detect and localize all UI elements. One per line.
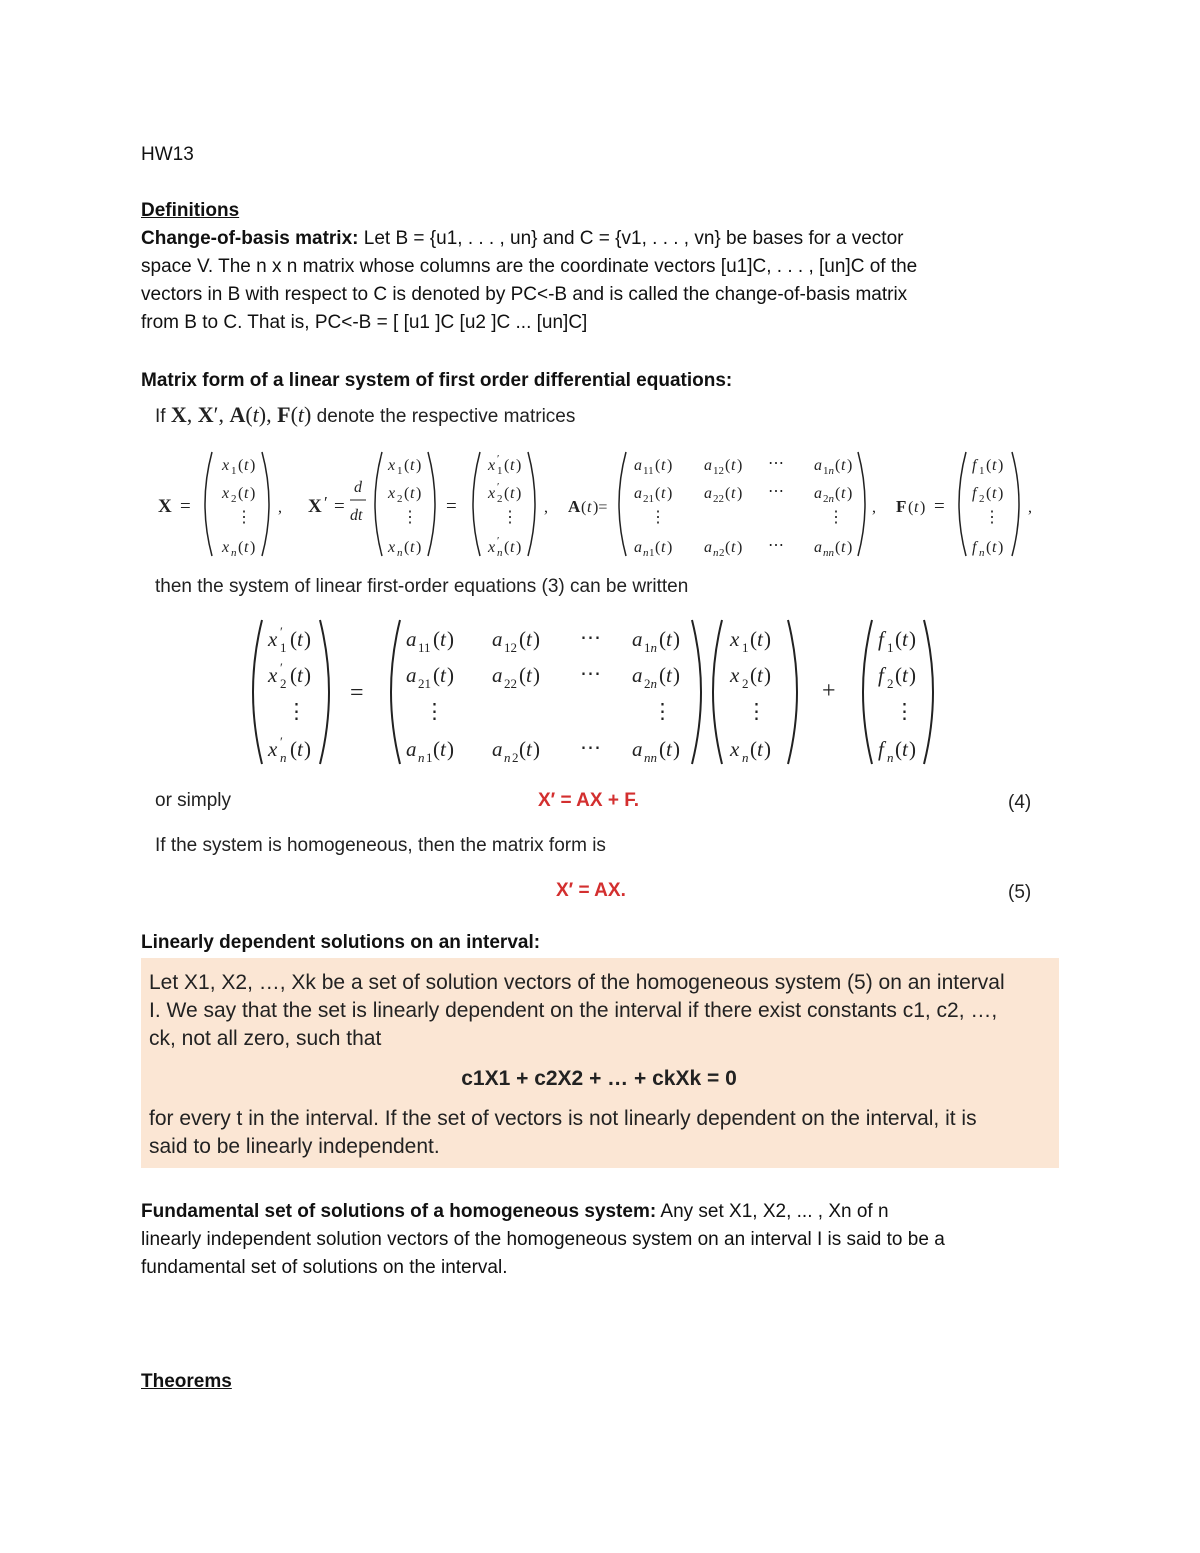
svg-text:t: t — [992, 539, 997, 556]
fundamental-line1: Any set X1, X2, ... , Xn of n — [656, 1201, 889, 1222]
matrix-intro-post: denote the respective matrices — [311, 406, 576, 427]
svg-text:x: x — [730, 627, 740, 651]
svg-text:): ) — [764, 663, 771, 687]
svg-text:): ) — [998, 485, 1004, 502]
svg-text:⋮: ⋮ — [650, 509, 666, 526]
svg-text:t: t — [902, 663, 908, 687]
box-line-3: ck, not all zero, such that — [149, 1027, 382, 1050]
svg-text:(: ( — [655, 457, 661, 474]
svg-text:f: f — [972, 457, 977, 474]
svg-text:1: 1 — [649, 547, 655, 559]
svg-text:A: A — [568, 497, 581, 516]
svg-text:a: a — [632, 737, 643, 761]
svg-text:(: ( — [725, 539, 731, 556]
svg-text:): ) — [764, 737, 771, 761]
svg-text:1: 1 — [280, 640, 287, 655]
svg-text:12: 12 — [504, 640, 517, 655]
svg-text:′: ′ — [497, 481, 500, 493]
equation-4: X′ = AX + F. — [538, 790, 640, 811]
svg-text:): ) — [447, 663, 454, 687]
svg-text:t: t — [526, 737, 532, 761]
svg-text:t: t — [731, 539, 736, 556]
svg-text:t: t — [440, 737, 446, 761]
svg-text:nn: nn — [644, 750, 657, 765]
cob-line1: Let B = {u1, . . . , un} and C = {v1, . . . , vn} be bases for a vector — [358, 228, 904, 249]
svg-text:): ) — [304, 663, 311, 687]
svg-text:(: ( — [433, 663, 440, 687]
svg-text:(: ( — [433, 627, 440, 651]
svg-text:′: ′ — [497, 453, 500, 465]
svg-text:t: t — [661, 485, 666, 502]
svg-text:a: a — [634, 485, 642, 502]
theorems-heading: Theorems — [141, 1371, 232, 1392]
svg-text:n: n — [280, 750, 287, 765]
svg-text:t: t — [757, 663, 763, 687]
fundamental-line3: fundamental set of solutions on the interval. — [141, 1257, 508, 1278]
svg-text:(: ( — [404, 539, 410, 556]
svg-text:⋯: ⋯ — [768, 537, 784, 554]
matrix-definitions-figure — [150, 448, 1050, 563]
box-equation: c1X1 + c2X2 + … + ckXk = 0 — [461, 1067, 737, 1090]
svg-text:): ) — [737, 485, 743, 502]
svg-text:22: 22 — [713, 493, 724, 505]
svg-text:): ) — [250, 485, 256, 502]
svg-text:t: t — [757, 627, 763, 651]
svg-text:,: , — [1028, 499, 1032, 516]
svg-text:a: a — [632, 663, 643, 687]
svg-text:dt: dt — [350, 507, 363, 524]
svg-text:⋮: ⋮ — [828, 509, 844, 526]
svg-text:t: t — [661, 457, 666, 474]
svg-text:′: ′ — [324, 493, 328, 512]
svg-text:t: t — [510, 539, 515, 556]
svg-text:1: 1 — [497, 465, 503, 477]
svg-text:⋯: ⋯ — [768, 455, 784, 472]
svg-text:⋮: ⋮ — [502, 509, 518, 526]
svg-text:t: t — [244, 457, 249, 474]
svg-text:′: ′ — [497, 535, 500, 547]
svg-text:11: 11 — [643, 465, 654, 477]
svg-text:): ) — [667, 539, 673, 556]
svg-text:(: ( — [835, 485, 841, 502]
box-line-2: I. We say that the set is linearly dependent on the interval if there exist constants c1, c2, …, — [149, 999, 998, 1022]
svg-text:=: = — [180, 496, 191, 517]
cob-term: Change-of-basis matrix: — [141, 228, 359, 249]
svg-text:): ) — [516, 457, 522, 474]
svg-text:): ) — [909, 663, 916, 687]
svg-text:t: t — [244, 539, 249, 556]
svg-text:): ) — [847, 457, 853, 474]
svg-text:a: a — [492, 737, 503, 761]
svg-text:t: t — [297, 663, 303, 687]
svg-text:(: ( — [404, 485, 410, 502]
svg-text:t: t — [731, 485, 736, 502]
svg-text:t: t — [410, 457, 415, 474]
svg-text:2: 2 — [512, 750, 519, 765]
svg-text:): ) — [998, 539, 1004, 556]
linear-dependence-box — [141, 958, 1059, 1168]
svg-text:t: t — [440, 663, 446, 687]
svg-text:x: x — [388, 539, 396, 556]
svg-text:2: 2 — [280, 676, 287, 691]
svg-text:(: ( — [986, 457, 992, 474]
svg-text:): ) — [909, 737, 916, 761]
box-line-5: said to be linearly independent. — [149, 1135, 440, 1158]
svg-text:,: , — [872, 499, 876, 516]
svg-text:n: n — [504, 750, 511, 765]
svg-text:x: x — [268, 663, 278, 687]
svg-text:a: a — [492, 627, 503, 651]
matrix-intro-line — [155, 402, 575, 428]
svg-text:n: n — [418, 750, 425, 765]
svg-text:n: n — [497, 547, 503, 559]
svg-text:): ) — [304, 737, 311, 761]
svg-text:a: a — [704, 485, 712, 502]
matrix-intro-pre: If — [155, 406, 171, 427]
svg-text:): ) — [673, 627, 680, 651]
svg-text:): ) — [667, 457, 673, 474]
svg-text:t: t — [666, 737, 672, 761]
svg-text:n: n — [397, 547, 403, 559]
svg-text:2: 2 — [497, 493, 503, 505]
svg-text:(: ( — [655, 539, 661, 556]
svg-text:x: x — [268, 737, 278, 761]
box-line-1: Let X1, X2, …, Xk be a set of solution vectors of the homogeneous system (5) on an interval — [149, 971, 1005, 994]
then-text: then the system of linear first-order equations (3) can be written — [155, 576, 689, 597]
svg-text:=: = — [934, 496, 945, 517]
svg-text:t: t — [297, 737, 303, 761]
svg-text:1n: 1n — [823, 465, 834, 477]
svg-text:(: ( — [750, 737, 757, 761]
svg-text:t: t — [661, 539, 666, 556]
svg-text:′: ′ — [280, 624, 283, 639]
matrix-symbols: X, X′, A(t), F(t) — [170, 402, 312, 427]
svg-text:f: f — [878, 663, 884, 687]
svg-text:t: t — [526, 663, 532, 687]
svg-text:(: ( — [725, 485, 731, 502]
svg-text:(: ( — [895, 737, 902, 761]
svg-text:): ) — [416, 539, 422, 556]
svg-text:)=: )= — [593, 499, 608, 516]
svg-text:x: x — [222, 539, 230, 556]
svg-text:x: x — [488, 485, 496, 502]
svg-text:(: ( — [750, 663, 757, 687]
svg-text:(: ( — [655, 485, 661, 502]
svg-text:d: d — [354, 479, 362, 496]
svg-text:a: a — [634, 539, 642, 556]
svg-text:t: t — [297, 627, 303, 651]
svg-text:(: ( — [238, 539, 244, 556]
svg-text:): ) — [737, 457, 743, 474]
svg-text:x: x — [730, 737, 740, 761]
svg-text:): ) — [847, 539, 853, 556]
svg-text:): ) — [998, 457, 1004, 474]
svg-text:X: X — [308, 496, 322, 517]
svg-text:n: n — [979, 547, 985, 559]
fundamental-line2: linearly independent solution vectors of the homogeneous system on an interval I is said to be a — [141, 1229, 945, 1250]
svg-text:2n: 2n — [823, 493, 834, 505]
svg-text:f: f — [878, 627, 884, 651]
svg-text:): ) — [447, 627, 454, 651]
svg-text:): ) — [764, 627, 771, 651]
svg-text:): ) — [516, 539, 522, 556]
svg-text:′: ′ — [280, 660, 283, 675]
svg-text:t: t — [666, 627, 672, 651]
equation-5-number: (5) — [1008, 882, 1032, 903]
svg-text:1: 1 — [887, 640, 894, 655]
svg-text:x: x — [388, 485, 396, 502]
svg-text:(: ( — [895, 627, 902, 651]
svg-text:t: t — [510, 457, 515, 474]
svg-text:): ) — [250, 457, 256, 474]
svg-text:(: ( — [433, 737, 440, 761]
svg-text:(: ( — [504, 485, 510, 502]
equation-4-number: (4) — [1008, 792, 1032, 813]
cob-paragraph — [141, 225, 1061, 337]
svg-text:⋮: ⋮ — [402, 509, 418, 526]
svg-text:⋯: ⋯ — [580, 735, 601, 759]
svg-text:(: ( — [725, 457, 731, 474]
svg-text:a: a — [814, 457, 822, 474]
doc-title: HW13 — [141, 144, 194, 165]
svg-text:n: n — [231, 547, 237, 559]
svg-text:): ) — [533, 737, 540, 761]
svg-text:): ) — [533, 627, 540, 651]
fundamental-term: Fundamental set of solutions of a homogeneous system: — [141, 1201, 657, 1222]
svg-text:x: x — [222, 485, 230, 502]
svg-text:2: 2 — [979, 493, 985, 505]
or-simply-label: or simply — [155, 790, 232, 811]
svg-text:x: x — [488, 539, 496, 556]
svg-text:⋮: ⋮ — [894, 699, 915, 723]
svg-text:,: , — [544, 499, 548, 516]
svg-text:x: x — [388, 457, 396, 474]
svg-text:): ) — [516, 485, 522, 502]
svg-text:2: 2 — [397, 493, 403, 505]
svg-text:t: t — [841, 485, 846, 502]
cob-line3: vectors in B with respect to C is denoted by PC<-B and is called the change-of-basis matrix — [141, 284, 908, 305]
definitions-heading: Definitions — [141, 200, 240, 221]
svg-text:2: 2 — [887, 676, 894, 691]
svg-text:a: a — [634, 457, 642, 474]
svg-text:+: + — [822, 678, 836, 704]
svg-text:⋯: ⋯ — [580, 625, 601, 649]
homogeneous-text: If the system is homogeneous, then the matrix form is — [155, 835, 606, 856]
svg-text:f: f — [972, 485, 977, 502]
svg-text:n: n — [742, 750, 749, 765]
svg-text:x: x — [268, 627, 278, 651]
fundamental-paragraph — [141, 1198, 1061, 1282]
svg-text:2: 2 — [719, 547, 725, 559]
svg-text:): ) — [673, 663, 680, 687]
svg-text:x: x — [222, 457, 230, 474]
svg-text:t: t — [731, 457, 736, 474]
svg-text:(: ( — [986, 485, 992, 502]
svg-text:f: f — [878, 737, 884, 761]
svg-text:2: 2 — [231, 493, 237, 505]
svg-text:): ) — [847, 485, 853, 502]
svg-text:a: a — [814, 539, 822, 556]
svg-text:(: ( — [238, 485, 244, 502]
svg-text:n: n — [887, 750, 894, 765]
svg-text:′: ′ — [280, 734, 283, 749]
svg-text:=: = — [334, 496, 345, 517]
svg-text:t: t — [666, 663, 672, 687]
svg-text:): ) — [304, 627, 311, 651]
svg-text:nn: nn — [823, 547, 834, 559]
svg-text:): ) — [447, 737, 454, 761]
svg-text:21: 21 — [418, 676, 431, 691]
svg-text:⋮: ⋮ — [236, 509, 252, 526]
svg-text:t: t — [902, 737, 908, 761]
svg-text:): ) — [250, 539, 256, 556]
svg-text:t: t — [841, 457, 846, 474]
svg-text:f: f — [972, 539, 977, 556]
svg-text:): ) — [416, 485, 422, 502]
svg-text:(: ( — [504, 457, 510, 474]
svg-text:): ) — [909, 627, 916, 651]
svg-text:⋯: ⋯ — [580, 661, 601, 685]
svg-text:): ) — [920, 499, 926, 516]
svg-text:(: ( — [835, 539, 841, 556]
svg-text:(: ( — [835, 457, 841, 474]
svg-text:,: , — [278, 499, 282, 516]
svg-text:a: a — [406, 737, 417, 761]
svg-text:n: n — [643, 547, 649, 559]
svg-text:t: t — [410, 485, 415, 502]
equation-5: X′ = AX. — [556, 880, 626, 901]
svg-text:a: a — [632, 627, 643, 651]
svg-text:t: t — [757, 737, 763, 761]
svg-text:t: t — [510, 485, 515, 502]
svg-text:t: t — [841, 539, 846, 556]
svg-text:a: a — [406, 663, 417, 687]
svg-text:(: ( — [581, 499, 587, 516]
svg-text:): ) — [416, 457, 422, 474]
svg-text:a: a — [406, 627, 417, 651]
svg-text:(: ( — [238, 457, 244, 474]
svg-text:(: ( — [290, 663, 297, 687]
svg-text:⋮: ⋮ — [984, 509, 1000, 526]
svg-text:n: n — [713, 547, 719, 559]
svg-text:(: ( — [986, 539, 992, 556]
cob-line4: from B to C. That is, PC<-B = [ [u1 ]C [u2 ]C ... [un]C] — [141, 312, 588, 333]
svg-text:1: 1 — [979, 465, 985, 477]
svg-text:⋮: ⋮ — [424, 699, 445, 723]
svg-text:t: t — [914, 499, 919, 516]
svg-text:(: ( — [750, 627, 757, 651]
cob-line2: space V. The n x n matrix whose columns are the coordinate vectors [u1]C, . . . , [un]C of the — [141, 256, 918, 277]
svg-text:t: t — [902, 627, 908, 651]
svg-text:t: t — [526, 627, 532, 651]
svg-text:1: 1 — [397, 465, 403, 477]
box-line-4: for every t in the interval. If the set of vectors is not linearly dependent on the interval, it is — [149, 1107, 977, 1130]
svg-text:): ) — [673, 737, 680, 761]
svg-text:=: = — [350, 680, 364, 706]
svg-text:): ) — [667, 485, 673, 502]
svg-text:a: a — [704, 457, 712, 474]
svg-text:t: t — [410, 539, 415, 556]
svg-text:21: 21 — [643, 493, 654, 505]
svg-text:): ) — [533, 663, 540, 687]
svg-text:x: x — [488, 457, 496, 474]
svg-text:⋮: ⋮ — [746, 699, 767, 723]
svg-text:t: t — [587, 499, 592, 516]
svg-text:1n: 1n — [644, 640, 657, 655]
svg-text:=: = — [446, 496, 457, 517]
svg-text:a: a — [704, 539, 712, 556]
svg-text:(: ( — [290, 627, 297, 651]
linear-dependence-heading: Linearly dependent solutions on an interval: — [141, 932, 541, 953]
svg-text:F: F — [896, 497, 907, 516]
svg-text:t: t — [992, 457, 997, 474]
svg-text:t: t — [244, 485, 249, 502]
svg-text:1: 1 — [742, 640, 749, 655]
svg-text:2: 2 — [742, 676, 749, 691]
svg-text:x: x — [730, 663, 740, 687]
svg-text:1: 1 — [426, 750, 433, 765]
svg-text:(: ( — [290, 737, 297, 761]
svg-text:a: a — [814, 485, 822, 502]
svg-text:12: 12 — [713, 465, 724, 477]
matrix-form-heading: Matrix form of a linear system of first order differential equations: — [141, 370, 733, 391]
svg-text:11: 11 — [418, 640, 431, 655]
svg-text:⋮: ⋮ — [286, 699, 307, 723]
svg-text:(: ( — [659, 627, 666, 651]
svg-text:t: t — [440, 627, 446, 651]
svg-text:(: ( — [659, 663, 666, 687]
svg-text:2n: 2n — [644, 676, 657, 691]
svg-text:1: 1 — [231, 465, 237, 477]
svg-text:(: ( — [659, 737, 666, 761]
svg-text:(: ( — [908, 499, 914, 516]
svg-text:(: ( — [504, 539, 510, 556]
svg-text:⋮: ⋮ — [652, 699, 673, 723]
svg-text:22: 22 — [504, 676, 517, 691]
svg-text:⋯: ⋯ — [768, 483, 784, 500]
system-equation-figure — [240, 614, 960, 772]
svg-text:(: ( — [404, 457, 410, 474]
svg-text:(: ( — [519, 627, 526, 651]
svg-text:): ) — [737, 539, 743, 556]
svg-text:(: ( — [519, 663, 526, 687]
svg-text:(: ( — [895, 663, 902, 687]
svg-text:(: ( — [519, 737, 526, 761]
svg-text:a: a — [492, 663, 503, 687]
svg-text:t: t — [992, 485, 997, 502]
svg-text:X: X — [158, 496, 172, 517]
